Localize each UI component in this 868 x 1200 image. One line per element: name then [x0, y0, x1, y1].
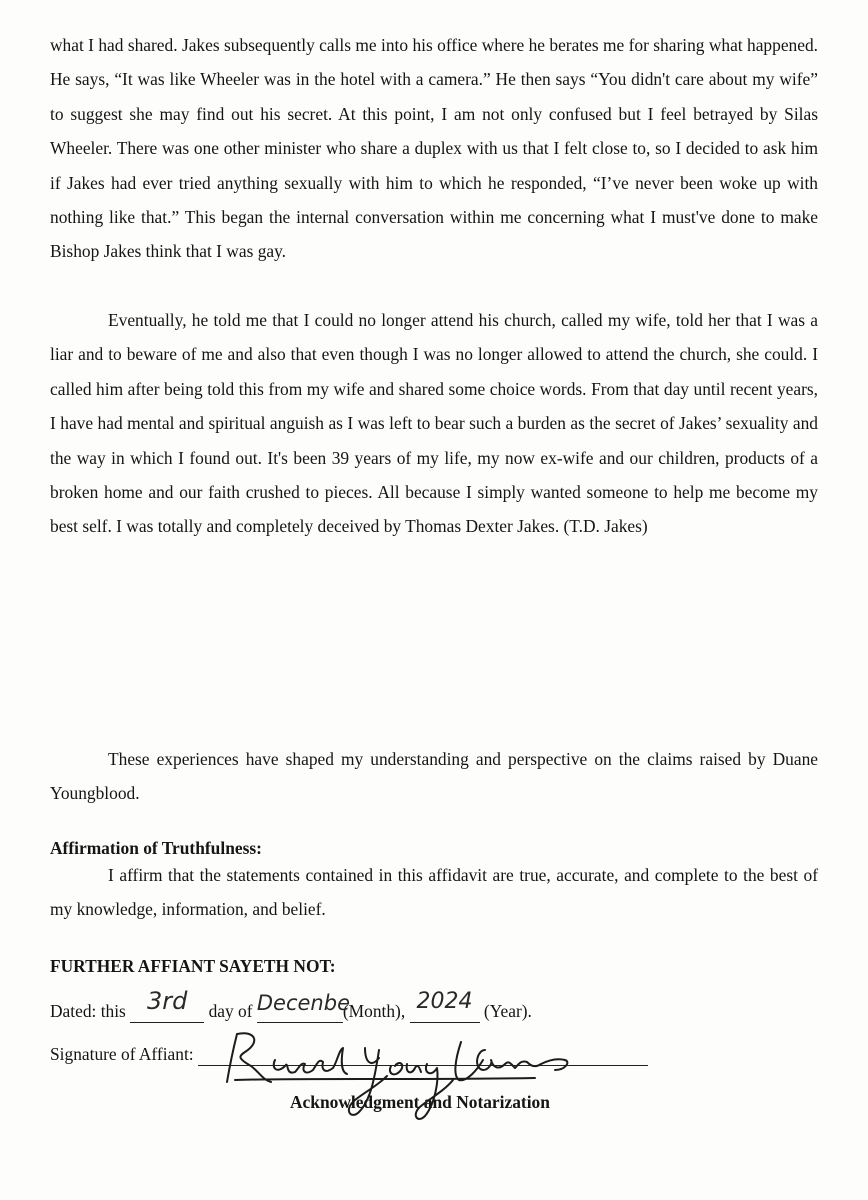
affirmation-heading: Affirmation of Truthfulness: — [50, 838, 262, 858]
acknowledgment-heading: Acknowledgment and Notarization — [290, 1092, 550, 1112]
day-handwritten: 3rd — [147, 987, 188, 1015]
signature-handwritten — [215, 1020, 585, 1130]
body-paragraph-3: These experiences have shaped my understanding and perspective on the claims raised by Duane Youngblood. — [50, 749, 818, 804]
day-blank — [130, 987, 204, 1023]
affirmation-text: I affirm that the statements contained in this affidavit are true, accurate, and complete to the best of my knowledge, information, and belief. — [50, 865, 818, 920]
year-handwritten: 2024 — [416, 989, 473, 1014]
year-label: (Year). — [483, 1001, 532, 1021]
dated-prefix: Dated: this — [50, 1001, 126, 1021]
month-handwritten: Decenbe — [256, 991, 350, 1015]
body-paragraph-2: Eventually, he told me that I could no longer attend his church, called my wife, told her that I was a liar and to beware of me and also that even though I was no longer allowed to attend the church, she could. I called him after being told this from my wife and shared some choice words. From that day until recent years, I have had mental and spiritual anguish as I was left to bear such a burden as the secret of Jakes’ sexuality and the way in which I found out. It's been 39 years of my life, my now ex-wife and our children, products of a broken home and our faith crushed to pieces. All because I simply wanted someone to help me become my best self. I was totally and completely deceived by Thomas Dexter Jakes. (T.D. Jakes) — [50, 310, 818, 537]
signature-label: Signature of Affiant: — [50, 1044, 194, 1064]
day-of-label: day of — [208, 1001, 253, 1021]
body-paragraph-1: what I had shared. Jakes subsequently calls me into his office where he berates me for sharing what happened. He says, “It was like Wheeler was in the hotel with a camera.” He then says “You didn't care about my wife” to suggest she may find out his secret. At this point, I am not only confused but I feel betrayed by Silas Wheeler. There was one other minister who share a duplex with us that I felt close to, so I decided to ask him if Jakes had ever tried anything sexually with him to which he responded, “I’ve never been woke up with nothing like that.” This began the internal conversation within me concerning what I must've done to make Bishop Jakes think that I was gay. — [50, 35, 818, 262]
month-label: (Month), — [342, 1001, 406, 1021]
further-affiant-heading: FURTHER AFFIANT SAYETH NOT: — [50, 956, 336, 976]
